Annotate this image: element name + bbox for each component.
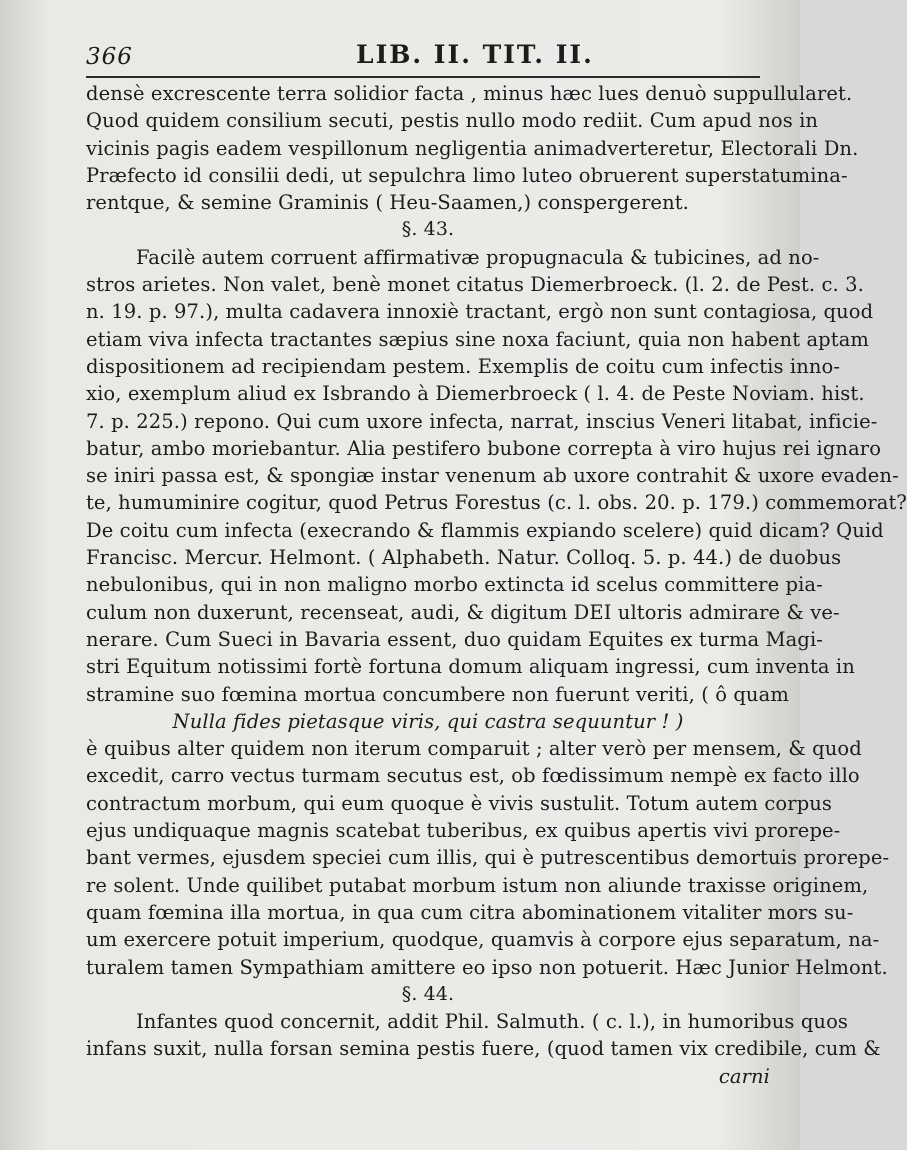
text-line: stros arietes. Non valet, benè monet citatus Diemerbroeck. (l. 2. de Pest. c. 3. xyxy=(86,273,864,297)
text-line: nerare. Cum Sueci in Bavaria essent, duo quidam Equites ex turma Magi- xyxy=(86,627,823,651)
text-line: 7. p. 225.) repono. Qui cum uxore infecta, narrat, inscius Veneri litabat, inficie- xyxy=(86,409,878,433)
text-line: Francisc. Mercur. Helmont. ( Alphabeth. Natur. Colloq. 5. p. 44.) de duobus xyxy=(86,546,842,570)
text-line: te, humuminire cogitur, quod Petrus Forestus (c. l. obs. 20. p. 179.) commemorat? xyxy=(86,491,907,515)
text-line: De coitu cum infecta (execrando & flammis expiando scelere) quid dicam? Quid xyxy=(86,518,884,542)
text-line: è quibus alter quidem non iterum comparuit ; alter verò per mensem, & quod xyxy=(86,737,862,761)
verse-quote: Nulla fides pietasque viris, qui castra sequuntur ! ) xyxy=(172,709,684,733)
text-line: quam fœmina illa mortua, in qua cum citra abominationem vitaliter mors su- xyxy=(86,900,854,924)
page-number: 366 xyxy=(86,44,133,70)
text-line: contractum morbum, qui eum quoque è vivis sustulit. Totum autem corpus xyxy=(86,791,833,815)
text-line: dispositionem ad recipiendam pestem. Exemplis de coitu cum infectis inno- xyxy=(86,354,841,378)
text-line: infans suxit, nulla forsan semina pestis fuere, (quod tamen vix credibile, cum & xyxy=(86,1037,881,1061)
text-line: Præfecto id consilii dedi, ut sepulchra limo luteo obruerent superstatumina- xyxy=(86,163,848,187)
text-line: se iniri passa est, & spongiæ instar venenum ab uxore contrahit & uxore evaden- xyxy=(86,464,899,488)
text-line: n. 19. p. 97.), multa cadavera innoxiè tractant, ergò non sunt contagiosa, quod xyxy=(86,300,874,324)
page-header xyxy=(86,32,760,78)
text-line: excedit, carro vectus turmam secutus est, ob fœdissimum nempè ex facto illo xyxy=(86,764,860,788)
text-line: rentque, & semine Graminis ( Heu-Saamen,) conspergerent. xyxy=(86,191,689,215)
text-line: Facilè autem corruent affirmativæ propugnacula & tubicines, ad no- xyxy=(136,245,820,269)
text-line: um exercere potuit imperium, quodque, quamvis à corpore ejus separatum, na- xyxy=(86,928,880,952)
text-line: re solent. Unde quilibet putabat morbum istum non aliunde traxisse originem, xyxy=(86,873,869,897)
text-line: batur, ambo moriebantur. Alia pestifero bubone correpta à viro hujus rei ignaro xyxy=(86,436,882,460)
body-text xyxy=(86,80,907,1090)
text-line: Infantes quod concernit, addit Phil. Salmuth. ( c. l.), in humoribus quos xyxy=(136,1010,849,1034)
text-line: stri Equitum notissimi fortè fortuna domum aliquam ingressi, cum inventa in xyxy=(86,655,855,679)
text-line: turalem tamen Sympathiam amittere eo ipso non potuerit. Hæc Junior Helmont. xyxy=(86,955,888,979)
text-line: Quod quidem consilium secuti, pestis nullo modo rediit. Cum apud nos in xyxy=(86,109,819,133)
text-line: densè excrescente terra solidior facta , minus hæc lues denuò suppullularet. xyxy=(86,82,853,105)
text-line: vicinis pagis eadem vespillonum negligentia animadverteretur, Electorali Dn. xyxy=(86,136,859,160)
text-line: stramine suo fœmina mortua concumbere non fuerunt veriti, ( ô quam xyxy=(86,682,789,706)
text-line: etiam viva infecta tractantes sæpius sine noxa faciunt, quia non habent aptam xyxy=(86,327,870,351)
text-line: bant vermes, ejusdem speciei cum illis, qui è putrescentibus demortuis prorepe- xyxy=(86,846,890,870)
section-heading: §. 44. xyxy=(401,982,455,1005)
text-line: nebulonibus, qui in non maligno morbo extincta id scelus committere pia- xyxy=(86,573,823,597)
section-heading: §. 43. xyxy=(401,218,455,241)
text-line: xio, exemplum aliud ex Isbrando à Diemerbroeck ( l. 4. de Peste Noviam. hist. xyxy=(86,382,865,406)
text-line: ejus undiquaque magnis scatebat tuberibus, ex quibus apertis vivi prorepe- xyxy=(86,819,841,843)
text-line: culum non duxerunt, recenseat, audi, & digitum DEI ultoris admirare & ve- xyxy=(86,600,840,624)
running-head: LIB. II. TIT. II. xyxy=(356,40,594,69)
catchword: carni xyxy=(718,1064,770,1088)
